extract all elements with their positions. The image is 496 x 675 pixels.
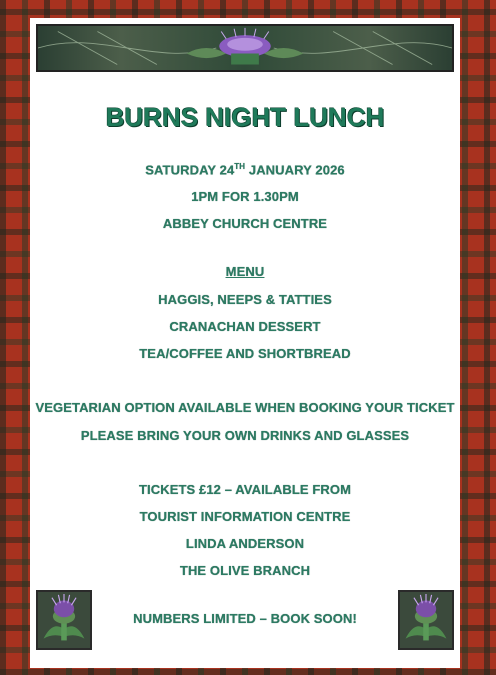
ticket-outlet: TOURIST INFORMATION CENTRE	[139, 509, 351, 524]
menu-item: HAGGIS, NEEPS & TATTIES	[158, 292, 332, 307]
date-suffix: TH	[234, 162, 246, 171]
thistle-icon-left	[36, 590, 92, 650]
drinks-notice: PLEASE BRING YOUR OWN DRINKS AND GLASSES	[80, 428, 410, 443]
closing-message: NUMBERS LIMITED – BOOK SOON!	[133, 611, 357, 626]
date-rest: JANUARY 2026	[245, 162, 345, 178]
thistle-banner-image	[36, 24, 454, 72]
thistle-icon-right	[398, 590, 454, 650]
event-time: 1PM FOR 1.30PM	[191, 189, 299, 204]
ticket-outlet: THE OLIVE BRANCH	[179, 563, 311, 578]
menu-item: TEA/COFFEE AND SHORTBREAD	[139, 346, 351, 361]
menu-item: CRANACHAN DESSERT	[169, 319, 321, 334]
poster-sheet	[30, 18, 460, 668]
menu-heading: MENU	[225, 264, 265, 279]
page-title: BURNS NIGHT LUNCH	[105, 102, 385, 132]
event-venue: ABBEY CHURCH CENTRE	[162, 216, 328, 231]
ticket-outlet: LINDA ANDERSON	[185, 536, 305, 551]
event-date	[30, 162, 460, 177]
tickets-heading: TICKETS £12 – AVAILABLE FROM	[138, 482, 352, 497]
vegetarian-notice: VEGETARIAN OPTION AVAILABLE WHEN BOOKING YOUR TICKET	[35, 400, 455, 415]
date-main: SATURDAY 24	[145, 162, 235, 178]
